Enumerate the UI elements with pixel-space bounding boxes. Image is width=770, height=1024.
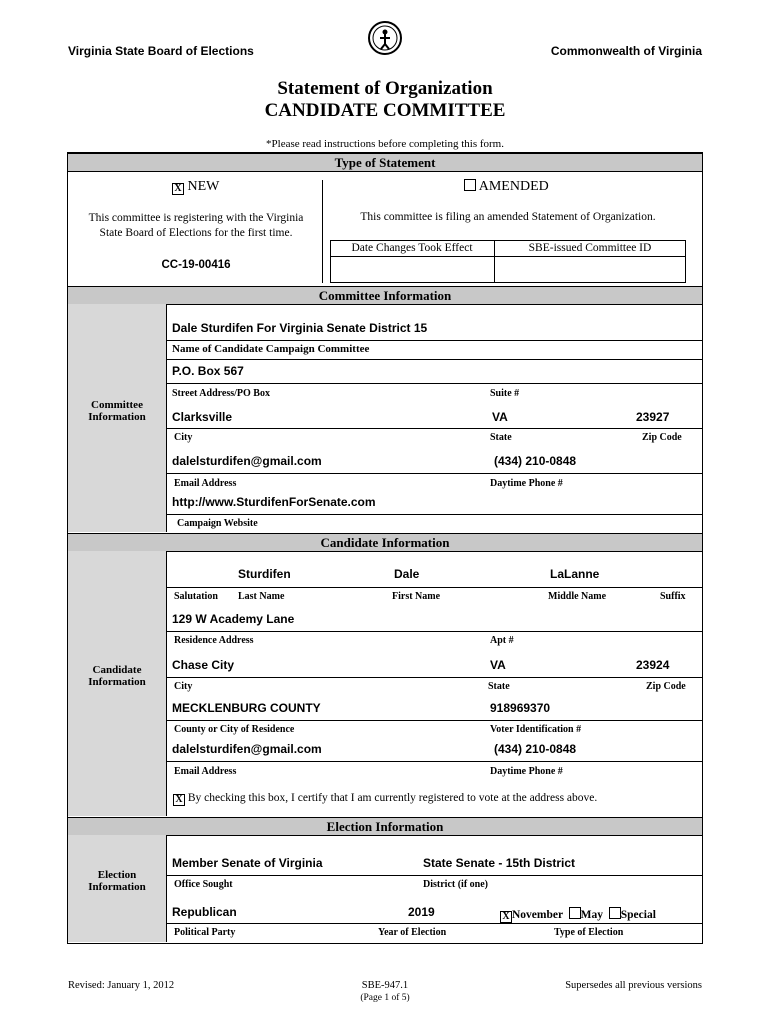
committee-website-value[interactable]: http://www.SturdifenForSenate.com xyxy=(172,495,376,509)
candidate-phone-label: Daytime Phone # xyxy=(490,766,563,777)
candidate-side-label: Candidate Information xyxy=(88,664,146,688)
candidate-email-value[interactable]: dalelsturdifen@gmail.com xyxy=(172,742,322,756)
committee-street-value[interactable]: P.O. Box 567 xyxy=(172,364,244,378)
residence-address-label: Residence Address xyxy=(174,635,254,646)
rule xyxy=(166,473,702,474)
zip-label: Zip Code xyxy=(642,432,682,443)
virginia-seal-icon xyxy=(367,20,403,56)
candidate-zip-label: Zip Code xyxy=(646,681,686,692)
special-checkbox[interactable] xyxy=(609,907,621,919)
election-type-label: Type of Election xyxy=(554,927,624,938)
november-checkbox[interactable]: X xyxy=(500,911,512,923)
candidate-phone-value[interactable]: (434) 210-0848 xyxy=(494,742,577,756)
candidate-city-value[interactable]: Chase City xyxy=(172,658,235,672)
election-side-label: Election Information xyxy=(88,869,146,893)
committee-id-value: CC-19-00416 xyxy=(161,259,231,271)
voter-id-value[interactable]: 918969370 xyxy=(490,701,551,715)
revised-date: Revised: January 1, 2012 xyxy=(68,980,175,991)
office-sought-value[interactable]: Member Senate of Virginia xyxy=(172,856,323,870)
sbe-committee-id-field[interactable] xyxy=(495,257,685,282)
city-label: City xyxy=(174,432,193,443)
apt-label: Apt # xyxy=(490,635,514,646)
divider xyxy=(322,180,323,283)
rule xyxy=(166,428,702,429)
may-label: May xyxy=(580,909,603,921)
rule xyxy=(166,677,702,678)
middle-name-value[interactable]: LaLanne xyxy=(550,567,600,581)
district-label: District (if one) xyxy=(423,879,488,890)
last-name-label: Last Name xyxy=(238,591,285,602)
section-type-of-statement: Type of Statement xyxy=(68,153,702,172)
rule xyxy=(166,587,702,588)
suffix-label: Suffix xyxy=(660,591,686,602)
new-description: This committee is registering with the Virginia State Board of Elections for the first time. xyxy=(88,212,304,239)
rule xyxy=(166,514,702,515)
candidate-state-label: State xyxy=(488,681,510,692)
committee-email-value[interactable]: dalelsturdifen@gmail.com xyxy=(172,454,322,468)
supersedes-note: Supersedes all previous versions xyxy=(565,980,702,991)
amended-checkbox[interactable] xyxy=(464,179,476,191)
rule xyxy=(166,340,702,341)
form-title: Statement of Organization xyxy=(277,78,493,99)
candidate-city-label: City xyxy=(174,681,193,692)
street-label: Street Address/PO Box xyxy=(172,388,270,399)
certify-text: By checking this box, I certify that I am currently registered to vote at the address above. xyxy=(187,792,598,804)
political-party-value[interactable]: Republican xyxy=(172,905,237,919)
rule xyxy=(166,923,702,924)
phone-label: Daytime Phone # xyxy=(490,478,563,489)
new-checkbox[interactable]: X xyxy=(172,183,184,195)
committee-state-value[interactable]: VA xyxy=(492,410,508,424)
november-label: November xyxy=(512,909,563,921)
special-label: Special xyxy=(620,909,656,921)
rule xyxy=(166,720,702,721)
section-candidate-information: Candidate Information xyxy=(68,533,702,552)
header-right: Commonwealth of Virginia xyxy=(550,44,702,58)
may-checkbox[interactable] xyxy=(569,907,581,919)
district-value[interactable]: State Senate - 15th District xyxy=(423,856,576,870)
election-year-label: Year of Election xyxy=(378,927,447,938)
political-party-label: Political Party xyxy=(174,927,236,938)
middle-name-label: Middle Name xyxy=(548,591,607,602)
page-number: (Page 1 of 5) xyxy=(360,993,410,1003)
state-label: State xyxy=(490,432,512,443)
certify-row[interactable] xyxy=(173,792,597,806)
rule xyxy=(166,631,702,632)
amended-option[interactable] xyxy=(464,179,549,195)
committee-phone-value[interactable]: (434) 210-0848 xyxy=(494,454,577,468)
new-option[interactable] xyxy=(172,179,219,195)
rule xyxy=(166,875,702,876)
candidate-zip-value[interactable]: 23924 xyxy=(636,658,670,672)
col-committee-id: SBE-issued Committee ID xyxy=(528,242,652,254)
committee-name-value[interactable]: Dale Sturdifen For Virginia Senate District 15 xyxy=(172,321,428,335)
email-label: Email Address xyxy=(174,478,237,489)
rule xyxy=(166,761,702,762)
instructions-note: *Please read instructions before completing this form. xyxy=(266,138,504,150)
election-type-options xyxy=(500,907,656,923)
voter-id-label: Voter Identification # xyxy=(490,724,582,735)
committee-side-label: Committee Information xyxy=(88,399,146,423)
office-sought-label: Office Sought xyxy=(174,879,233,890)
form-number: SBE-947.1 xyxy=(361,980,409,991)
committee-zip-value[interactable]: 23927 xyxy=(636,410,670,424)
last-name-value[interactable]: Sturdifen xyxy=(238,567,291,581)
col-date-changes: Date Changes Took Effect xyxy=(351,242,473,254)
candidate-state-value[interactable]: VA xyxy=(490,658,506,672)
section-election-information: Election Information xyxy=(68,817,702,836)
section-committee-information: Committee Information xyxy=(68,286,702,305)
amended-description: This committee is filing an amended Statement of Organization. xyxy=(360,211,656,223)
certify-checkbox[interactable]: X xyxy=(173,794,185,806)
new-label: NEW xyxy=(187,179,220,194)
suite-label: Suite # xyxy=(490,388,520,399)
county-label: County or City of Residence xyxy=(174,724,295,735)
date-changes-field[interactable] xyxy=(331,257,493,282)
website-label: Campaign Website xyxy=(177,518,258,529)
committee-name-label: Name of Candidate Campaign Committee xyxy=(172,343,370,355)
election-year-value[interactable]: 2019 xyxy=(408,905,435,919)
first-name-label: First Name xyxy=(392,591,441,602)
first-name-value[interactable]: Dale xyxy=(394,567,420,581)
rule xyxy=(166,359,702,360)
header-left: Virginia State Board of Elections xyxy=(68,44,254,58)
candidate-email-label: Email Address xyxy=(174,766,237,777)
form-subtitle: CANDIDATE COMMITTEE xyxy=(264,100,506,121)
amended-label: AMENDED xyxy=(478,179,549,194)
county-value[interactable]: MECKLENBURG COUNTY xyxy=(172,701,321,715)
rule xyxy=(166,383,702,384)
salutation-label: Salutation xyxy=(174,591,218,602)
residence-address-value[interactable]: 129 W Academy Lane xyxy=(172,612,295,626)
committee-city-value[interactable]: Clarksville xyxy=(172,410,233,424)
